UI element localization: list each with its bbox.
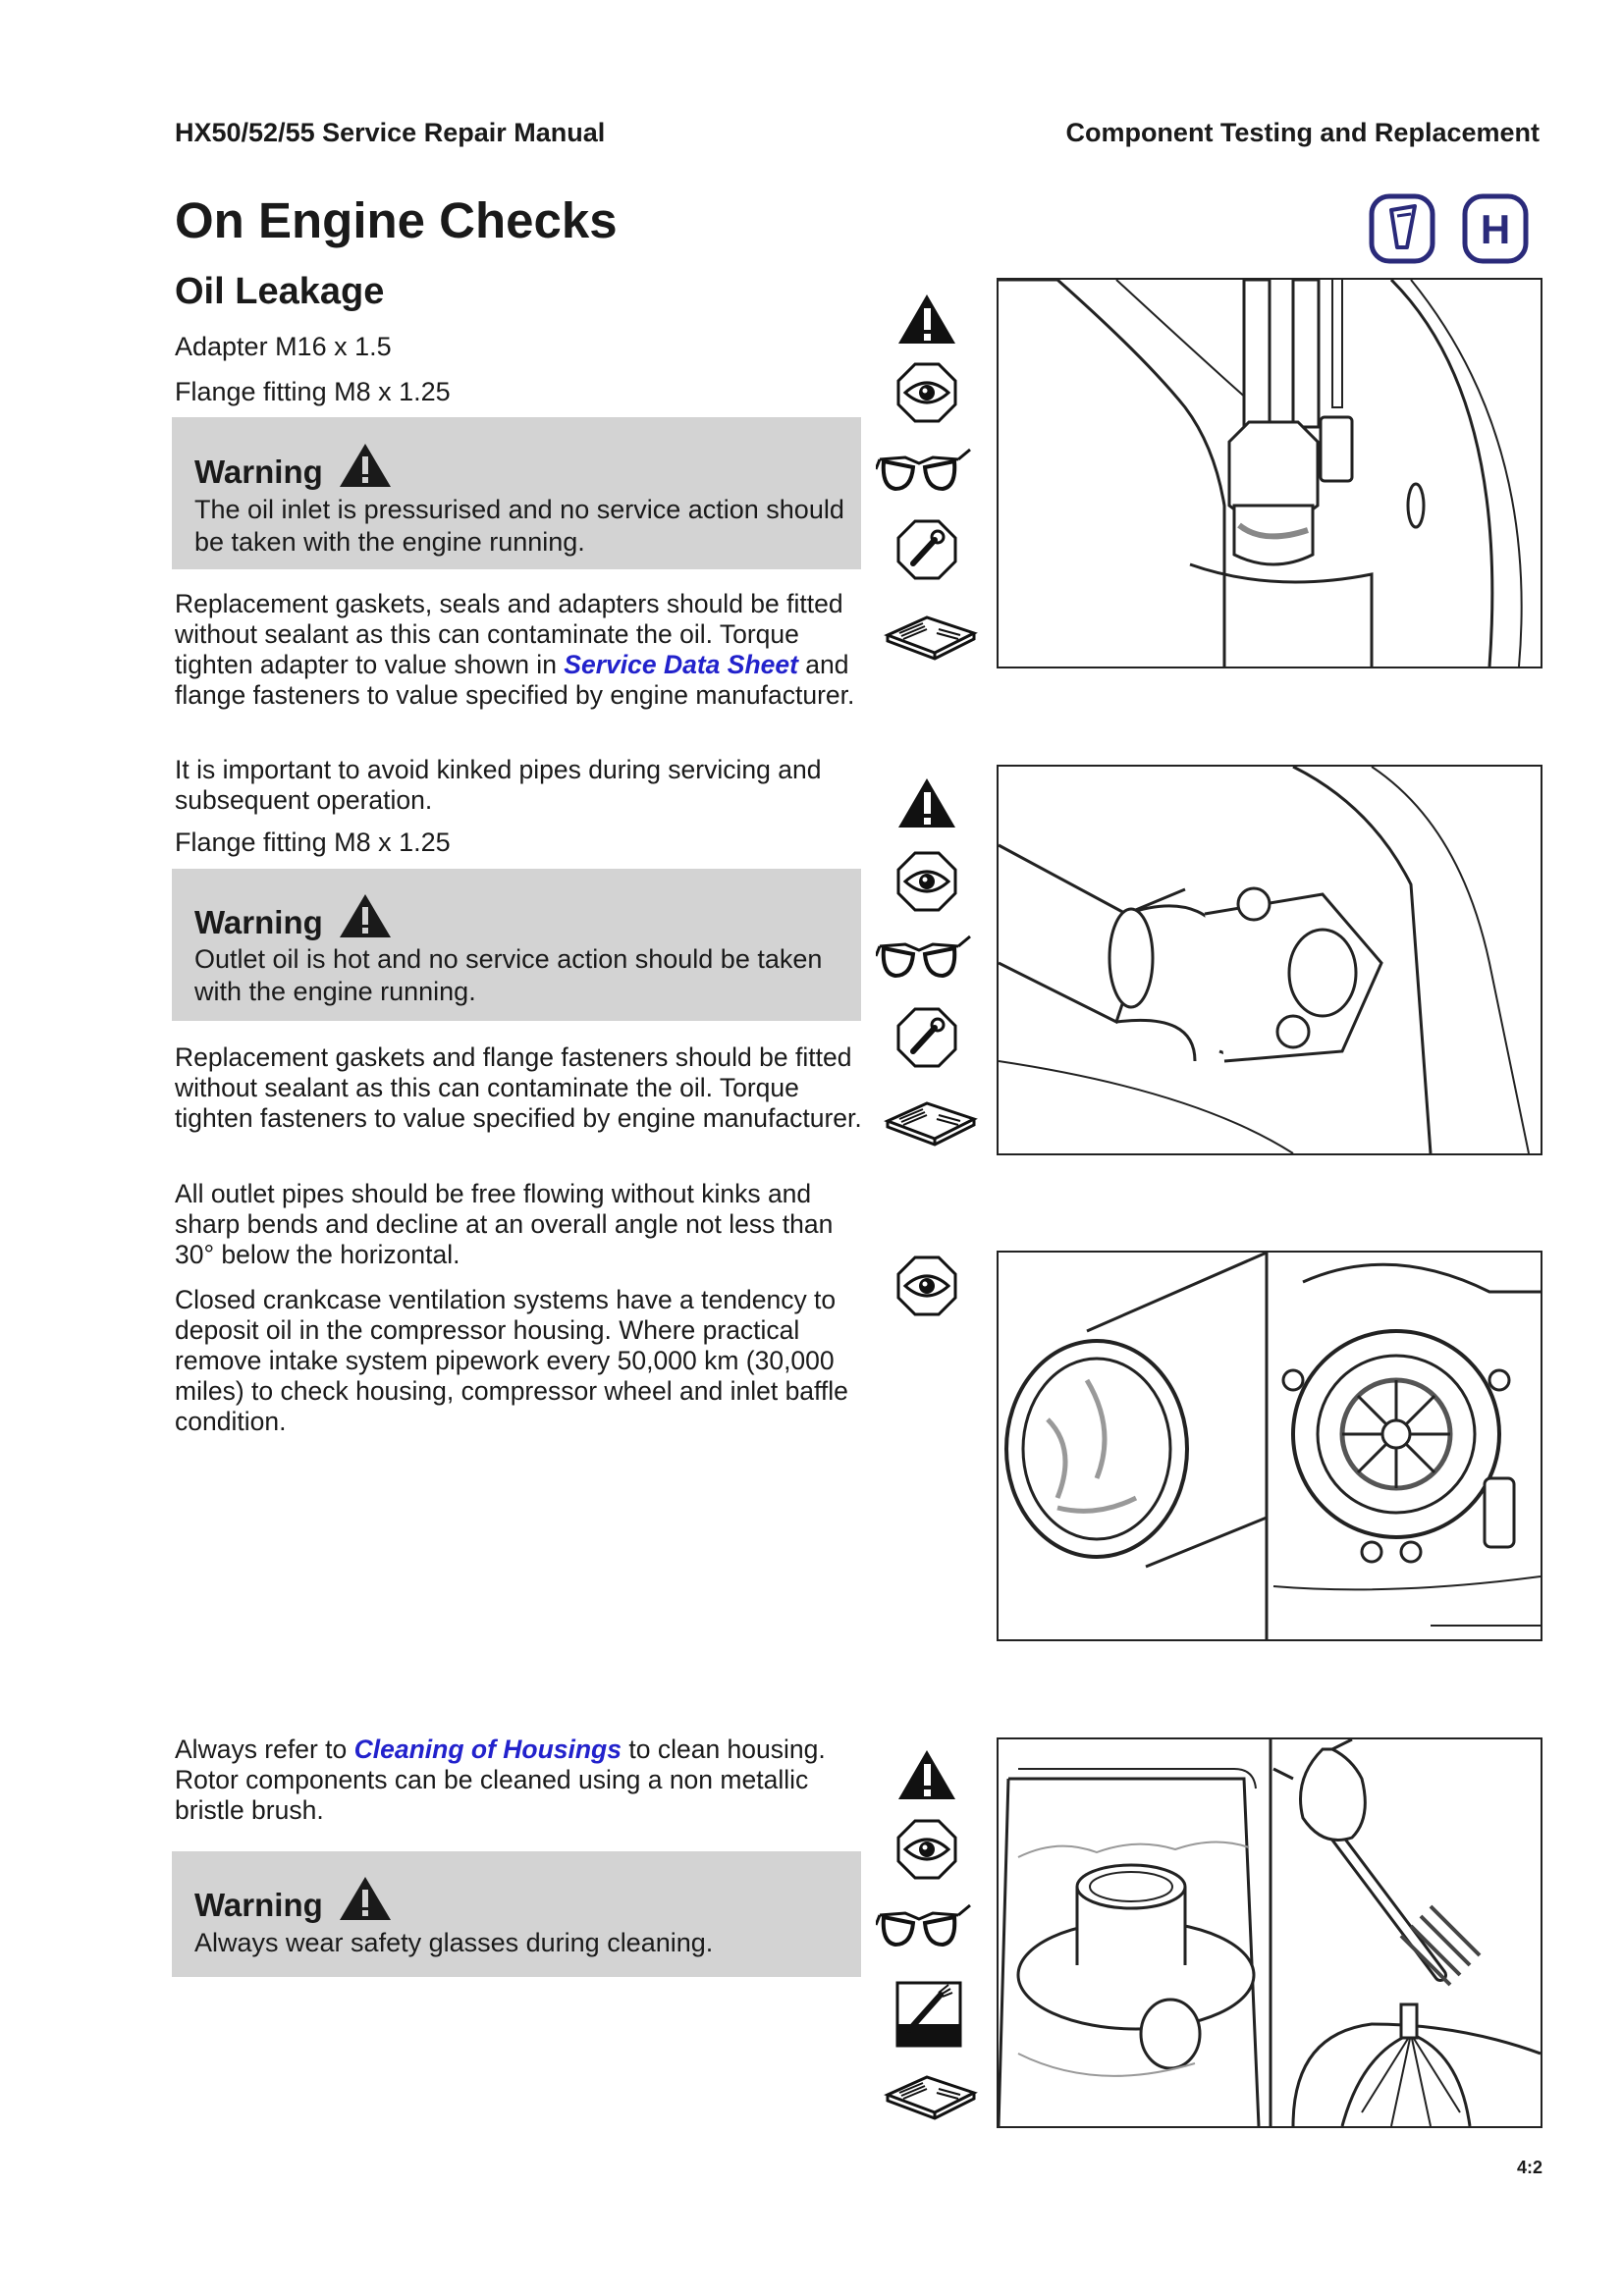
paragraph-kinked-pipes: It is important to avoid kinked pipes during servicing and subsequent operation. (175, 755, 822, 815)
h-badge-letter: H (1480, 206, 1511, 252)
paragraph-outlet-pipes: All outlet pipes should be free flowing without kinks and sharp bends and decline at an overall angle not less than 30° below the horizontal. (175, 1179, 834, 1269)
flange-spec-1: Flange fitting M8 x 1.25 (175, 377, 451, 406)
warning-box-3 (172, 1851, 861, 1977)
paragraph-gaskets-inlet (175, 589, 862, 711)
manual-title: HX50/52/55 Service Repair Manual (175, 118, 606, 147)
paragraph-cleaning (175, 1735, 862, 1826)
paragraph-text: and flange fasteners to value specified by engine manufacturer. (175, 650, 855, 710)
h-badge-icon (1461, 192, 1530, 267)
inspect-eye-icon (895, 1255, 958, 1317)
page-number: 4:2 (1516, 2158, 1542, 2177)
turbo-badge-icon (1368, 192, 1436, 267)
warning-text: Outlet oil is hot and no service action should be taken with the engine running. (194, 944, 823, 1006)
inspect-eye-icon (895, 361, 958, 424)
warning-triangle-icon (895, 1747, 958, 1802)
warning-triangle-icon (895, 292, 958, 347)
cleaning-illustration (997, 1737, 1542, 2128)
safety-glasses-icon (876, 446, 974, 495)
oil-inlet-illustration (997, 278, 1542, 668)
paragraph-text: Replacement gaskets, seals and adapters should be fitted without sealant as this can contaminate the oil. Torque tighten adapter to value shown in (175, 589, 843, 679)
cleaning-brush-icon (895, 1981, 962, 2048)
warning-title: Warning (194, 454, 323, 490)
inspect-eye-icon (895, 850, 958, 913)
manual-book-icon (884, 606, 978, 663)
paragraph-text: to clean housing. Rotor components can be cleaned using a non metallic bristle brush. (175, 1735, 826, 1825)
warning-triangle-icon (895, 775, 958, 830)
warning-box-2 (172, 869, 861, 1021)
warning-triangle-icon (337, 1874, 394, 1923)
oil-outlet-illustration (997, 765, 1542, 1155)
manual-book-icon (884, 2065, 978, 2122)
warning-triangle-icon (337, 441, 394, 490)
service-data-sheet-link[interactable]: Service Data Sheet (564, 650, 798, 679)
warning-box-1 (172, 417, 861, 569)
warning-title: Warning (194, 904, 323, 940)
tool-icon (895, 518, 958, 581)
warning-triangle-icon (337, 891, 394, 940)
warning-text: Always wear safety glasses during cleaning. (194, 1928, 714, 1957)
paragraph-gaskets-outlet: Replacement gaskets and flange fasteners should be fitted without sealant as this can contaminate the oil. Torque tighten fasteners to value specified by engine manufacturer. (175, 1042, 862, 1133)
paragraph-text: Always refer to (175, 1735, 354, 1764)
compressor-housing-illustration (997, 1251, 1542, 1641)
tool-icon (895, 1006, 958, 1069)
adapter-spec: Adapter M16 x 1.5 (175, 332, 392, 361)
page-title: On Engine Checks (175, 192, 618, 248)
warning-text: The oil inlet is pressurised and no service action should be taken with the engine running. (194, 495, 844, 557)
safety-glasses-icon (876, 933, 974, 982)
safety-glasses-icon (876, 1901, 974, 1950)
warning-title: Warning (194, 1887, 323, 1923)
section-title: Oil Leakage (175, 271, 385, 312)
chapter-title: Component Testing and Replacement (1065, 118, 1540, 147)
flange-spec-2: Flange fitting M8 x 1.25 (175, 828, 451, 857)
manual-book-icon (884, 1092, 978, 1148)
paragraph-crankcase: Closed crankcase ventilation systems have a tendency to deposit oil in the compressor housing. Where practical remove intake system pipework every 50,000 km (30,000 miles) to check housing, compressor wheel and inlet baffle condition. (175, 1285, 848, 1436)
inspect-eye-icon (895, 1818, 958, 1881)
cleaning-of-housings-link[interactable]: Cleaning of Housings (353, 1735, 622, 1764)
